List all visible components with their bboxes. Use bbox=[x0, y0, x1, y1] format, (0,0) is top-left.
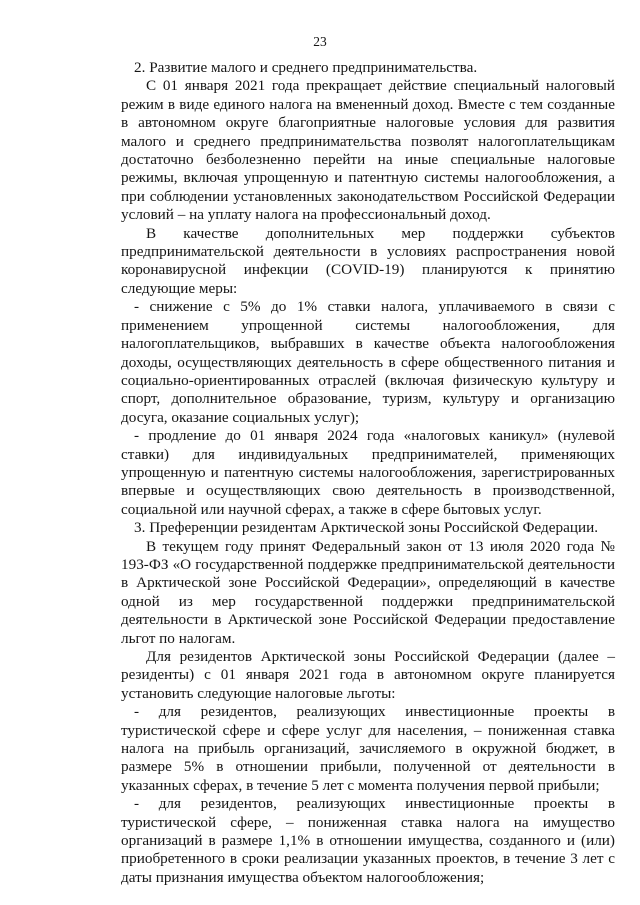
paragraph: С 01 января 2021 года прекращает действие специальный налоговый режим в виде единого налога на вмененный доход. Вместе с тем созданные в автономном округе благоприятные налоговые условия для развития малого и среднего предпринимательства позволят налогоплательщикам достаточно безболезненно перейти на иные специальные налоговые режимы, включая упрощенную и патентную системы налогообложения, а при соблюдении установленных законодательством Российской Федерации условий – на уплату налога на профессиональный доход. bbox=[121, 77, 615, 224]
paragraph: Для резидентов Арктической зоны Российской Федерации (далее – резиденты) с 01 января 2021 года в автономном округе планируется установить следующие налоговые льготы: bbox=[121, 648, 615, 702]
page-number: 23 bbox=[313, 34, 327, 49]
list-item: - продление до 01 января 2024 года «налоговых каникул» (нулевой ставки) для индивидуальных предпринимателей, применяющих упрощенную и патентную системы налогообложения, зарегистрированных впервые и осуществляющих свою деятельность в производственной, социальной или научной сферах, а также в сфере бытовых услуг. bbox=[121, 427, 615, 518]
paragraph: В текущем году принят Федеральный закон от 13 июля 2020 года № 193-ФЗ «О государственной поддержке предпринимательской деятельности в Арктической зоне Российской Федерации», определяющий в качестве одной из мер государственной поддержки предпринимательской деятельности в Арктической зоне Российской Федерации предоставление льгот по налогам. bbox=[121, 537, 615, 647]
document-body bbox=[121, 59, 615, 887]
paragraph: В качестве дополнительных мер поддержки субъектов предпринимательской деятельности в условиях распространения новой коронавирусной инфекции (COVID-19) планируются к принятию следующие меры: bbox=[121, 224, 615, 297]
section-heading: 3. Преференции резидентам Арктической зоны Российской Федерации. bbox=[134, 519, 599, 537]
list-item: - снижение с 5% до 1% ставки налога, уплачиваемого в связи с применением упрощенной системы налогообложения, для налогоплательщиков, выбравших в качестве объекта налогообложения доходы, осуществляющих деятельность в сфере общественного питания и социально-ориентированных отраслей (включая физическую культуру и спорт, дополнительное образование, туризм, культуру и организацию досуга, оказание социальных услуг); bbox=[121, 298, 615, 426]
list-item: - для резидентов, реализующих инвестиционные проекты в туристической сфере, – пониженная ставка налога на имущество организаций в размере 1,1% в отношении имущества, созданного и (или) приобретенного в сроки реализации указанных проектов, в течение 3 лет с даты признания имущества объектом налогообложения; bbox=[121, 795, 615, 886]
list-item: - для резидентов, реализующих инвестиционные проекты в туристической сфере и сфере услуг для населения, – пониженная ставка налога на прибыль организаций, зачисляемого в окружной бюджет, в размере 5% в отношении прибыли, полученной от деятельности в указанных сферах, в течение 5 лет с момента получения первой прибыли; bbox=[121, 703, 615, 794]
section-heading: 2. Развитие малого и среднего предпринимательства. bbox=[134, 59, 478, 76]
